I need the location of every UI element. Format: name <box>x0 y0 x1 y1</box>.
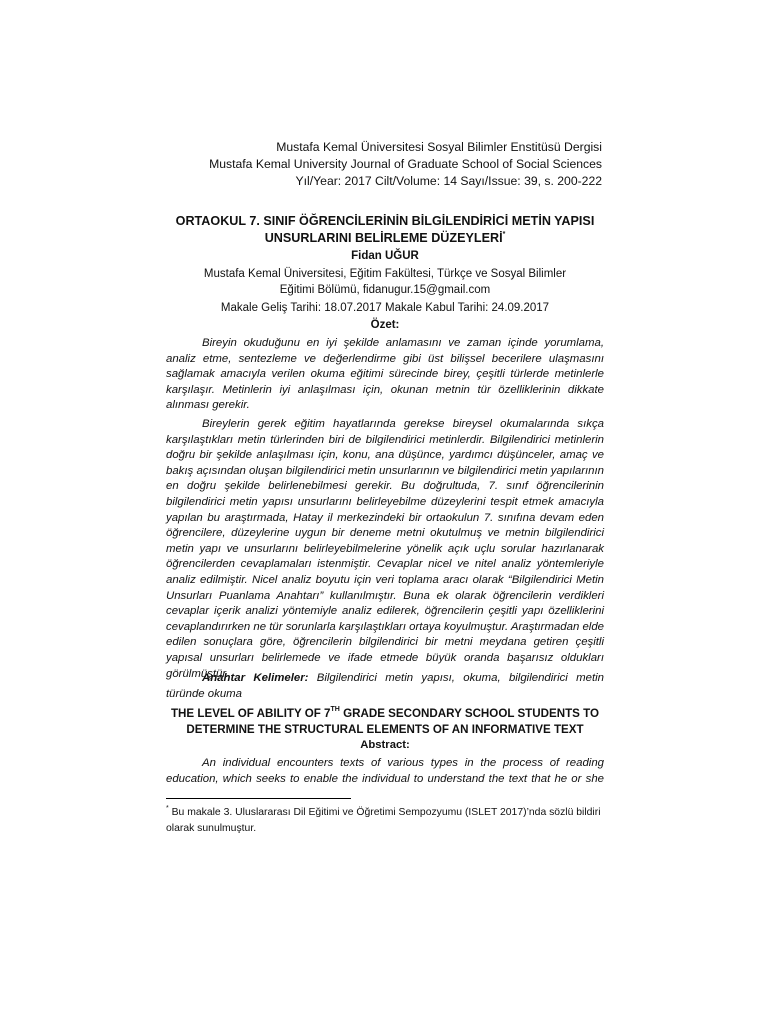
abstract-line-2: education, which seeks to enable the individual to understand the text that he or she <box>166 773 604 785</box>
author-name: Fidan UĞUR <box>351 250 419 262</box>
ozet-paragraph-1: Bireyin okuduğunu en iyi şekilde anlamasını ve zaman içinde yorumlama, analiz etme, sentezleme ve değerlendirme gibi üst bilişsel becerilere ulaşmasını sağlamak amacıyla verilen okuma eğitimi sürecinde birey, çeşitli türlerde metinlerle karşılaşır. Metinlerin iyi anlaşılması için, okunan metnin tür özelliklerinin dikkate alınması gerekir. <box>166 337 604 412</box>
english-title-line1 <box>156 705 614 722</box>
english-title-post: GRADE SECONDARY SCHOOL STUDENTS TO <box>339 707 600 720</box>
footnote-separator <box>166 798 351 799</box>
footnote-marker: * <box>166 804 169 812</box>
article-title-line2 <box>166 230 604 247</box>
english-title-pre: THE LEVEL OF ABILITY OF 7 <box>170 707 331 720</box>
abstract-line-1: An individual encounters texts of various types in the process of reading <box>202 757 604 769</box>
footnote-line1 <box>166 805 606 821</box>
keywords-label: Anahtar Kelimeler: <box>202 672 309 684</box>
article-title-line2-text: UNSURLARINI BELİRLEME DÜZEYLERİ <box>264 231 503 245</box>
ozet-heading: Özet: <box>370 319 400 331</box>
affiliation-line2: Eğitimi Bölümü, fidanugur.15@gmail.com <box>279 284 491 296</box>
footnote-text-line1: Bu makale 3. Uluslararası Dil Eğitimi ve Öğretimi Sempozyumu (ISLET 2017)’nda sözlü bildiri <box>168 807 601 818</box>
keywords-text: Bilgilendirici metin yapısı, okuma, bilgilendirici metin türünde okuma <box>166 672 604 700</box>
footnote-line2: olarak sunulmuştur. <box>166 823 257 834</box>
affiliation-line1: Mustafa Kemal Üniversitesi, Eğitim Fakültesi, Türkçe ve Sosyal Bilimler <box>203 268 567 280</box>
article-title-line1: ORTAOKUL 7. SINIF ÖĞRENCİLERİNİN BİLGİLENDİRİCİ METİN YAPISI <box>175 214 595 228</box>
journal-name-en: Mustafa Kemal University Journal of Graduate School of Social Sciences <box>209 157 602 171</box>
journal-name-tr: Mustafa Kemal Üniversitesi Sosyal Bilimler Enstitüsü Dergisi <box>276 140 602 154</box>
keywords <box>166 671 604 702</box>
abstract-heading: Abstract: <box>360 739 410 751</box>
article-dates: Makale Geliş Tarihi: 18.07.2017 Makale Kabul Tarihi: 24.09.2017 <box>220 302 550 314</box>
ozet-paragraph-2: Bireylerin gerek eğitim hayatlarında gerekse bireysel okumalarında sıkça karşılaştıkları metin türlerinden biri de bilgilendirici metinlerdir. Bilgilendirici metinlerin doğru bir şekilde anlaşılması için, konu, ana düşünce, yardımcı düşünceler, amaç ve bakış açısından oluşan bilgilendirici metin unsurlarının ve bilgilendirici metin yapılarının en doğru şekilde belirlenebilmesi gerekir. Bu doğrultuda, 7. sınıf öğrencilerinin bilgilendirici metin yapısı unsurlarını belirleyebilme düzeylerini tespit etmek amacıyla yapılan bu araştırmada, Hatay il merkezindeki bir ortaokulun 7. sınıfına devam eden öğrencilere, düzeylerine uygun bir deneme metni okutulmuş ve metnin bilgilendirici metin yapı ve unsurlarını belirleyebilmelerine yönelik açık uçlu sorular hazırlanarak öğrencilerden cevaplamaları istenmiştir. Cevaplar nicel ve nitel analiz yöntemleriyle analiz edilmiştir. Nicel analiz boyutu için veri toplama aracı olarak “Bilgilendirici Metin Unsurları Puanlama Anahtarı” kullanılmıştır. Buna ek olarak öğrencilerin verdikleri cevaplar içerik analizi yöntemiyle analiz edilerek, öğrencilerin çeşitli yapı özelliklerini cevaplandırırken ne tür sorunlarla karşılaştıkları ortaya koyulmuştur. Araştırmadan elde edilen sonuçlara göre, öğrencilerin bilgilendirici bir metni meydana getiren çeşitli yapısal unsurları belirlemede ve ifade etmede büyük oranda başarısız oldukları görülmüştür. <box>166 418 604 680</box>
volume-info: Yıl/Year: 2017 Cilt/Volume: 14 Sayı/Issue: 39, s. 200-222 <box>295 174 602 188</box>
english-title-line2: DETERMINE THE STRUCTURAL ELEMENTS OF AN INFORMATIVE TEXT <box>186 723 584 736</box>
english-title-sup: TH <box>330 706 340 714</box>
title-footnote-marker: * <box>502 230 506 238</box>
